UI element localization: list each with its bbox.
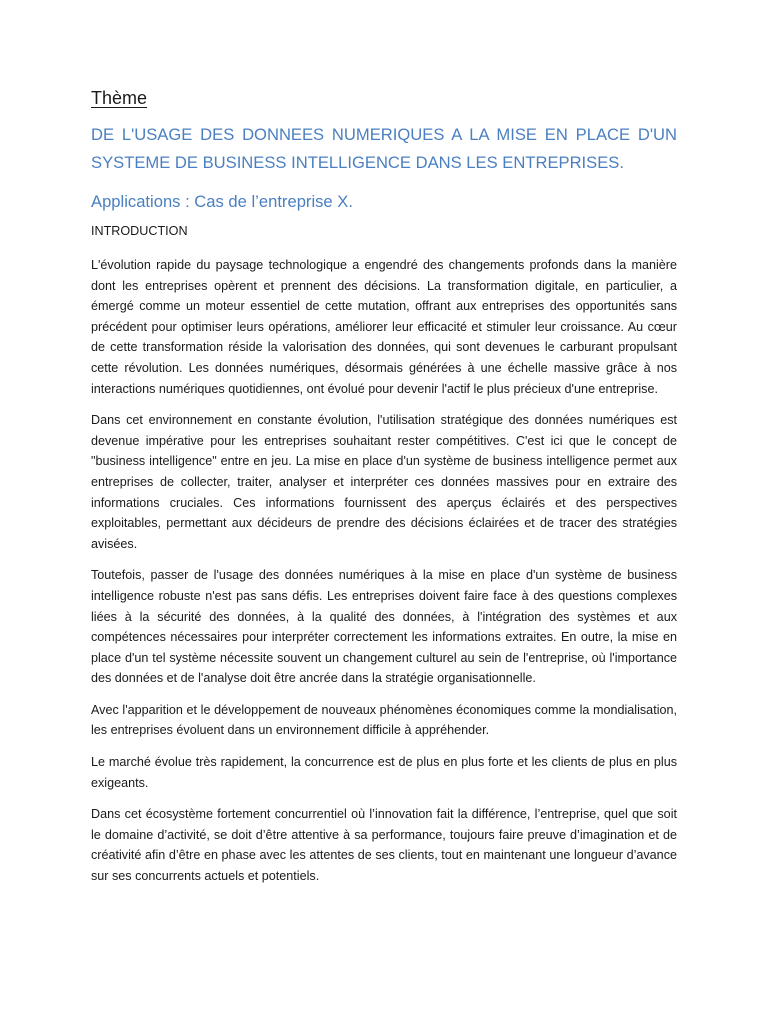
body-paragraph: Dans cet écosystème fortement concurrentiel où l’innovation fait la différence, l’entreprise, quel que soit le domaine d’activité, se doit d’être attentive à sa performance, toujours faire preuve d’imagination et de créativité afin d’être en phase avec les attentes de ses clients, tout en maintenant une longueur d’avance sur ses concurrents actuels et potentiels. [91,807,677,884]
theme-label: Thème [91,88,148,108]
introduction-heading: INTRODUCTION [91,224,188,238]
body-paragraph: L'évolution rapide du paysage technologique a engendré des changements profonds dans la manière dont les entreprises opèrent et prennent des décisions. La transformation digitale, en particulier, a émergé comme un moteur essentiel de cette mutation, offrant aux entreprises des opportunités sans précédent pour optimiser leurs opérations, améliorer leur efficacité et stimuler leur croissance. Au cœur de cette transformation réside la valorisation des données, qui sont devenues le carburant propulsant cette révolution. Les données numériques, désormais générées à une échelle massive grâce à nos interactions numériques quotidiennes, ont évolué pour devenir l'actif le plus précieux d'une entreprise. [91,258,677,396]
body-paragraph: Avec l'apparition et le développement de nouveaux phénomènes économiques comme la mondialisation, les entreprises évoluent dans un environnement difficile à appréhender. [91,702,677,738]
document-page [91,86,677,898]
body-paragraph: Toutefois, passer de l'usage des données numériques à la mise en place d'un système de business intelligence robuste n'est pas sans défis. Les entreprises doivent faire face à des questions complexes liées à la sécurité des données, à la qualité des données, à l'intégration des systèmes et aux compétences nécessaires pour interpréter correctement les informations extraites. En outre, la mise en place d'un tel système nécessite souvent un changement culturel au sein de l'entreprise, où l'importance des données et de l'analyse doit être ancrée dans la stratégie organisationnelle. [91,568,677,686]
body-paragraph: Le marché évolue très rapidement, la concurrence est de plus en plus forte et les clients de plus en plus exigeants. [91,755,677,790]
document-title: DE L'USAGE DES DONNEES NUMERIQUES A LA MISE EN PLACE D'UN SYSTEME DE BUSINESS INTELLIGENCE DANS LES ENTREPRISES. [91,125,677,172]
document-subtitle: Applications : Cas de l’entreprise X. [91,192,353,211]
body-paragraph: Dans cet environnement en constante évolution, l'utilisation stratégique des données numériques est devenue impérative pour les entreprises souhaitant rester compétitives. C'est ici que le concept de "business intelligence" entre en jeu. La mise en place d'un système de business intelligence permet aux entreprises de collecter, traiter, analyser et interpréter ces données massives pour en extraire des informations cruciales. Ces informations fournissent des aperçus éclairés et des perspectives exploitables, permettant aux décideurs de prendre des décisions éclairées et de tracer des stratégies avisées. [91,413,677,551]
